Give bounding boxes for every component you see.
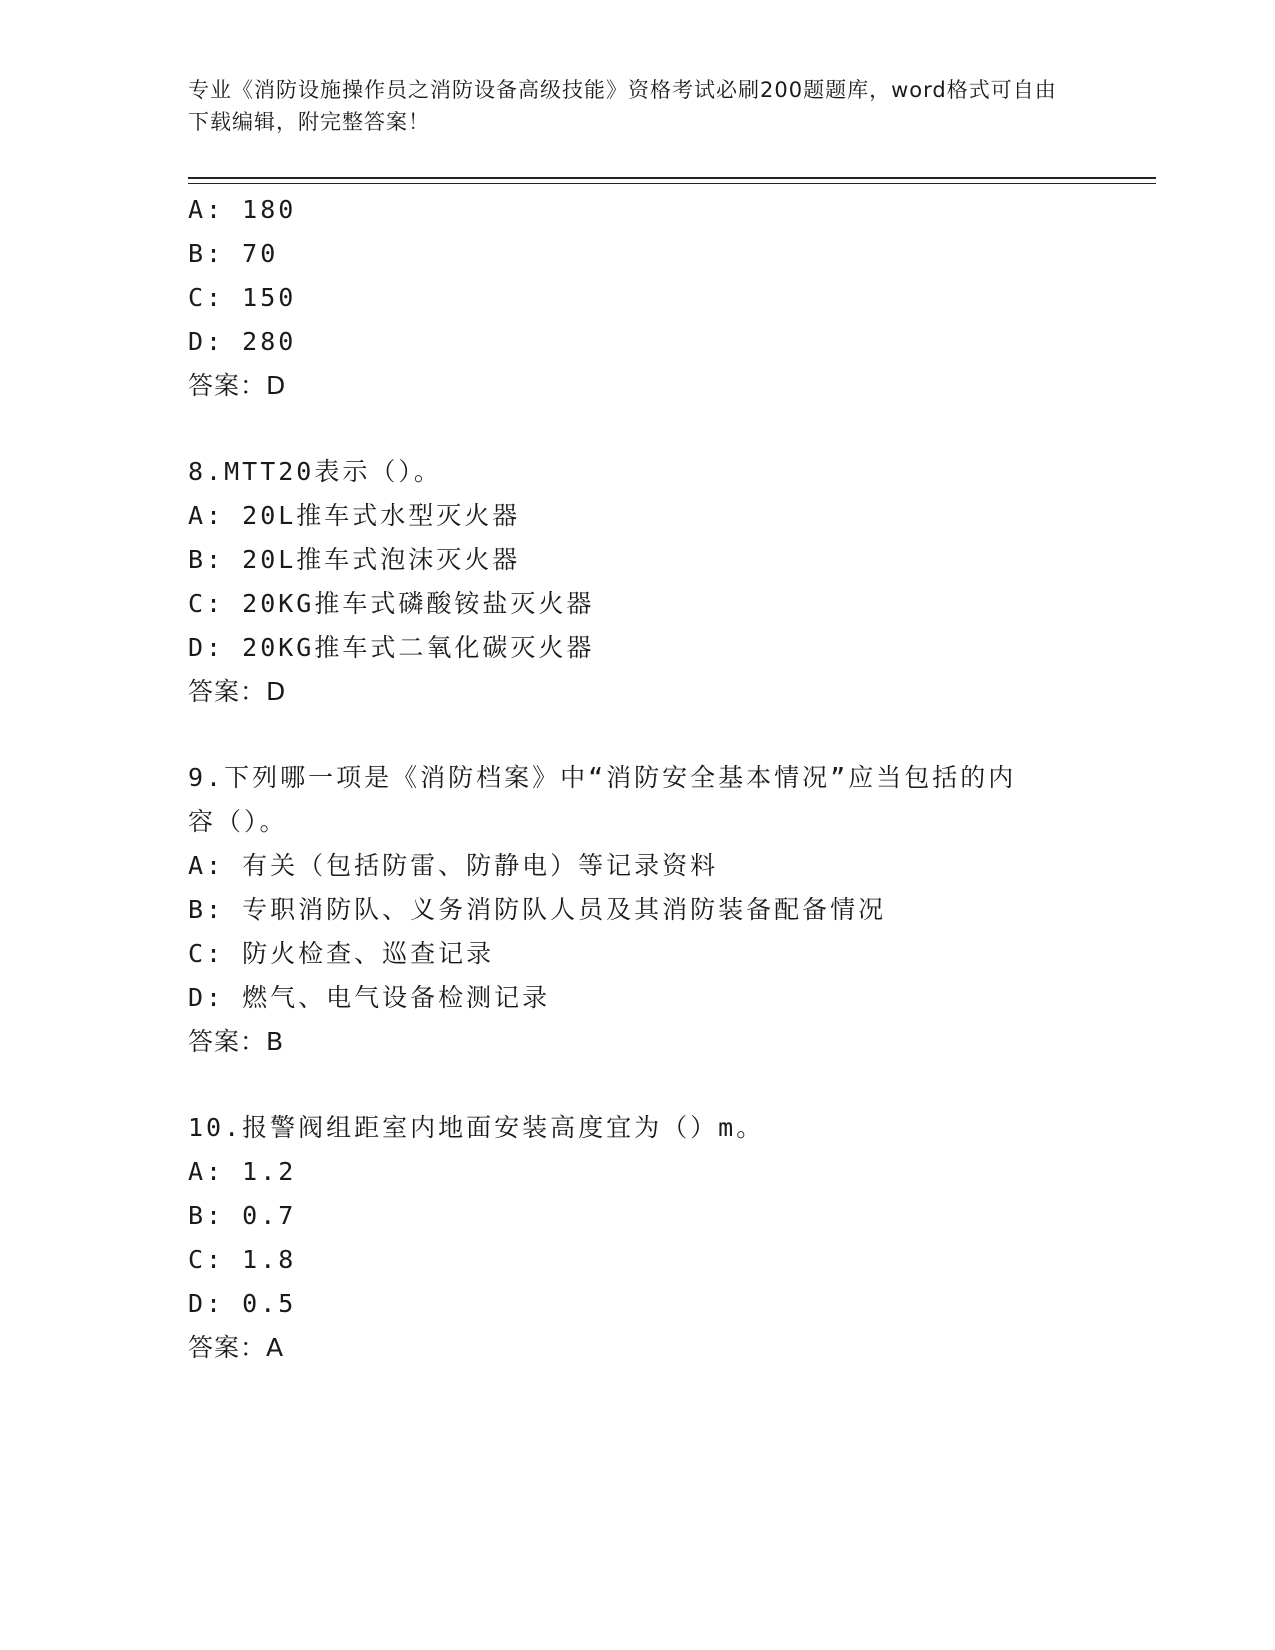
question-8-answer: 答案：D	[188, 677, 287, 706]
question-10-stem: 10.报警阀组距室内地面安装高度宜为（）m。	[188, 1113, 765, 1142]
question-9-answer: 答案：B	[188, 1027, 285, 1056]
question-9-option-b: B: 专职消防队、义务消防队人员及其消防装备配备情况	[188, 895, 887, 924]
question-10-option-c: C: 1.8	[188, 1245, 297, 1274]
question-10-option-d: D: 0.5	[188, 1289, 297, 1318]
question-8-option-c: C: 20KG推车式磷酸铵盐灭火器	[188, 589, 595, 618]
question-8-option-d: D: 20KG推车式二氧化碳灭火器	[188, 633, 595, 662]
question-9-stem-line-1: 9.下列哪一项是《消防档案》中“消防安全基本情况”应当包括的内	[188, 763, 1017, 792]
question-9-stem-line-2: 容（）。	[188, 807, 288, 836]
question-8-option-b: B: 20L推车式泡沫灭火器	[188, 545, 521, 574]
question-8-option-a: A: 20L推车式水型灭火器	[188, 501, 521, 530]
option-d: D: 280	[188, 327, 297, 356]
document-header: 专业《消防设施操作员之消防设备高级技能》资格考试必刷200题题库，word格式可自由下载编辑，附完整答案！	[188, 78, 1057, 134]
question-9-option-a: A: 有关（包括防雷、防静电）等记录资料	[188, 851, 719, 880]
question-10-answer: 答案：A	[188, 1333, 285, 1362]
question-9-option-d: D: 燃气、电气设备检测记录	[188, 983, 551, 1012]
answer: 答案：D	[188, 371, 287, 400]
header-rule-thick	[188, 177, 1156, 179]
question-10-option-b: B: 0.7	[188, 1201, 297, 1230]
option-b: B: 70	[188, 239, 279, 268]
question-9-option-c: C: 防火检查、巡查记录	[188, 939, 495, 968]
option-a: A: 180	[188, 195, 297, 224]
question-8-stem: 8.MTT20表示（）。	[188, 457, 442, 486]
question-10-option-a: A: 1.2	[188, 1157, 297, 1186]
header-rule-thin	[188, 183, 1156, 184]
option-c: C: 150	[188, 283, 297, 312]
